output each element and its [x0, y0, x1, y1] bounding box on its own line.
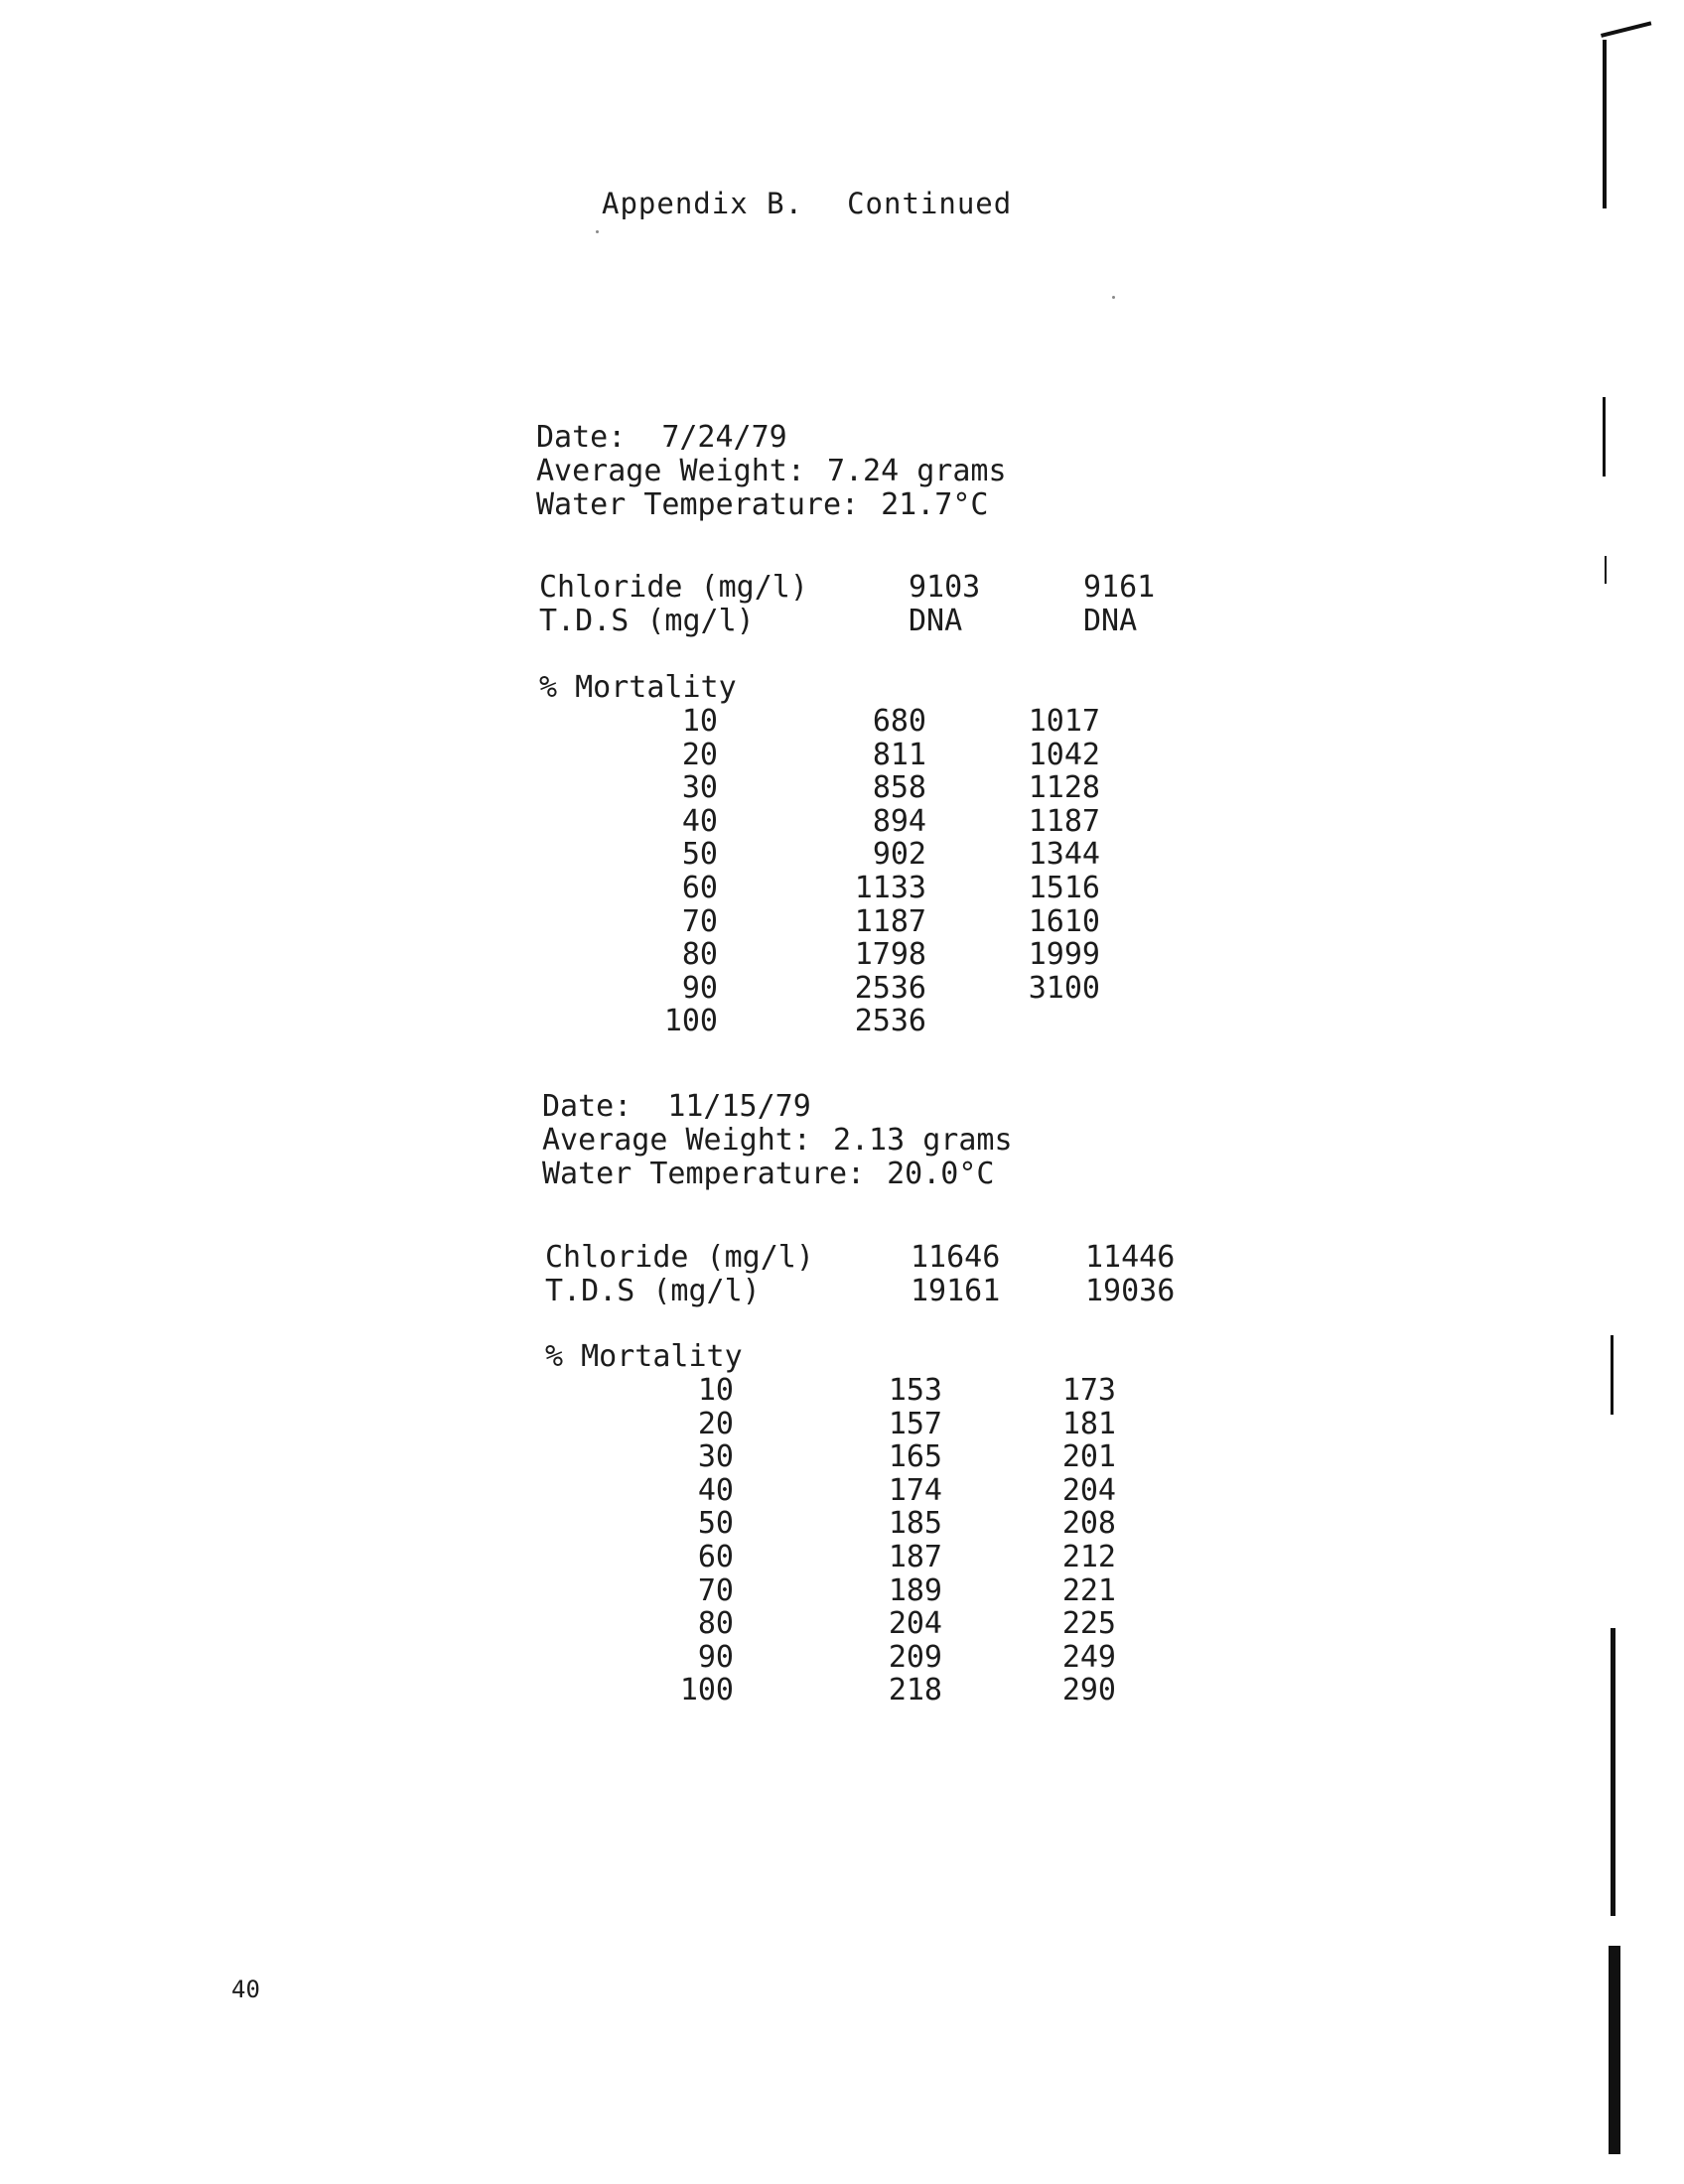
value-col-1: 185: [888, 1506, 942, 1542]
value-col-1: 1133: [854, 870, 926, 905]
mortality-table-1: [539, 705, 1175, 1038]
table-row: [539, 872, 1175, 905]
weight-value: 2.13 grams: [832, 1123, 1013, 1158]
temperature-line: [536, 488, 1007, 522]
value-col-2: 173: [1061, 1373, 1116, 1408]
value-col-2: 1042: [1028, 737, 1100, 772]
tds-row: [539, 605, 1175, 638]
value-col-1: 165: [888, 1439, 942, 1475]
table-row: [545, 1440, 1191, 1474]
value-col-2: 208: [1061, 1506, 1116, 1542]
weight-label: Average Weight:: [536, 454, 805, 488]
value-col-1: 680: [872, 704, 926, 739]
appendix-label: Appendix B.: [602, 187, 804, 220]
tds-value-2: DNA: [1083, 604, 1138, 638]
value-col-2: 212: [1061, 1539, 1116, 1574]
tds-value-1: DNA: [909, 604, 963, 638]
chloride-row: [545, 1241, 1191, 1275]
temperature-label: Water Temperature:: [542, 1157, 866, 1191]
table-row: [539, 938, 1175, 972]
weight-label: Average Weight:: [542, 1123, 811, 1158]
appendix-heading: [602, 187, 1012, 220]
mortality-percent: 60: [681, 870, 718, 905]
mortality-percent: 30: [681, 770, 718, 806]
date-label: Date:: [542, 1089, 632, 1124]
table-row: [539, 705, 1175, 739]
temperature-line: [542, 1158, 1013, 1191]
mortality-percent: 100: [679, 1673, 734, 1708]
chloride-label: Chloride (mg/l): [539, 570, 808, 605]
mortality-percent: 70: [697, 1572, 734, 1608]
mortality-percent: 40: [697, 1472, 734, 1508]
tds-label: T.D.S (mg/l): [545, 1274, 761, 1308]
value-col-1: 187: [888, 1539, 942, 1574]
tds-row: [545, 1275, 1191, 1308]
table-row: [539, 805, 1175, 839]
chloride-value-2: 11446: [1085, 1240, 1176, 1275]
temperature-value: 20.0°C: [887, 1157, 995, 1191]
weight-line: [542, 1124, 1013, 1158]
table-row: [539, 838, 1175, 872]
value-col-2: 1187: [1028, 803, 1100, 839]
table-block-2: [542, 1090, 1013, 1191]
value-col-2: 1516: [1028, 870, 1100, 905]
chloride-value-1: 11646: [911, 1240, 1001, 1275]
value-col-2: 1344: [1028, 837, 1100, 873]
value-col-2: 225: [1061, 1606, 1116, 1642]
table-row: [539, 739, 1175, 772]
value-col-1: 2536: [854, 970, 926, 1006]
value-col-2: 249: [1061, 1639, 1116, 1675]
value-col-2: 181: [1061, 1406, 1116, 1441]
weight-value: 7.24 grams: [826, 454, 1007, 488]
mortality-percent: 90: [697, 1639, 734, 1675]
tds-value-2: 19036: [1085, 1274, 1176, 1308]
value-col-1: 1187: [854, 903, 926, 939]
value-col-1: 1798: [854, 937, 926, 973]
table-row: [539, 771, 1175, 805]
mortality-percent: 30: [697, 1439, 734, 1475]
mortality-percent: 100: [663, 1004, 718, 1039]
mortality-section-2: [545, 1340, 1191, 1707]
mortality-percent: 70: [681, 903, 718, 939]
mortality-percent: 20: [697, 1406, 734, 1441]
mortality-percent: 80: [697, 1606, 734, 1642]
mortality-percent: 10: [697, 1373, 734, 1408]
table-row: [545, 1641, 1191, 1675]
mortality-percent: 90: [681, 970, 718, 1006]
value-col-2: 201: [1061, 1439, 1116, 1475]
table-block-1: [536, 421, 1007, 522]
table-values-1: [539, 571, 1175, 638]
table-row: [545, 1374, 1191, 1408]
table-row: [545, 1541, 1191, 1574]
table-row: [539, 972, 1175, 1006]
mortality-percent: 10: [681, 704, 718, 739]
value-col-2: 1017: [1028, 704, 1100, 739]
mortality-section-1: [539, 671, 1175, 1038]
page-number: 40: [231, 1976, 260, 2003]
value-col-1: 153: [888, 1373, 942, 1408]
value-col-1: 189: [888, 1572, 942, 1608]
value-col-1: 2536: [854, 1004, 926, 1039]
value-col-2: 1999: [1028, 937, 1100, 973]
date-line: [536, 421, 1007, 455]
value-col-1: 209: [888, 1639, 942, 1675]
value-col-1: 811: [872, 737, 926, 772]
value-col-1: 218: [888, 1673, 942, 1708]
value-col-1: 157: [888, 1406, 942, 1441]
mortality-label: % Mortality: [539, 670, 737, 705]
value-col-1: 894: [872, 803, 926, 839]
continued-label: Continued: [847, 187, 1013, 220]
table-values-2: [545, 1241, 1191, 1308]
value-col-1: 858: [872, 770, 926, 806]
date-line: [542, 1090, 1013, 1124]
date-value: 7/24/79: [661, 420, 787, 455]
table-row: [539, 1005, 1175, 1038]
mortality-percent: 20: [681, 737, 718, 772]
mortality-percent: 50: [681, 837, 718, 873]
value-col-1: 204: [888, 1606, 942, 1642]
mortality-label: % Mortality: [545, 1339, 743, 1374]
value-col-2: 3100: [1028, 970, 1100, 1006]
temperature-value: 21.7°C: [881, 487, 989, 522]
table-row: [545, 1507, 1191, 1541]
chloride-row: [539, 571, 1175, 605]
table-row: [539, 905, 1175, 939]
table-row: [545, 1474, 1191, 1508]
chloride-value-2: 9161: [1083, 570, 1156, 605]
date-value: 11/15/79: [667, 1089, 811, 1124]
table-row: [545, 1574, 1191, 1608]
table-row: [545, 1674, 1191, 1707]
value-col-2: 204: [1061, 1472, 1116, 1508]
value-col-2: 221: [1061, 1572, 1116, 1608]
mortality-percent: 50: [697, 1506, 734, 1542]
chloride-value-1: 9103: [909, 570, 981, 605]
tds-value-1: 19161: [911, 1274, 1001, 1308]
value-col-2: 1610: [1028, 903, 1100, 939]
mortality-percent: 40: [681, 803, 718, 839]
table-row: [545, 1408, 1191, 1441]
mortality-percent: 60: [697, 1539, 734, 1574]
tds-label: T.D.S (mg/l): [539, 604, 755, 638]
chloride-label: Chloride (mg/l): [545, 1240, 814, 1275]
table-row: [545, 1607, 1191, 1641]
value-col-1: 902: [872, 837, 926, 873]
temperature-label: Water Temperature:: [536, 487, 860, 522]
mortality-table-2: [545, 1374, 1191, 1707]
value-col-2: 1128: [1028, 770, 1100, 806]
date-label: Date:: [536, 420, 627, 455]
weight-line: [536, 455, 1007, 488]
value-col-1: 174: [888, 1472, 942, 1508]
mortality-percent: 80: [681, 937, 718, 973]
value-col-2: 290: [1061, 1673, 1116, 1708]
